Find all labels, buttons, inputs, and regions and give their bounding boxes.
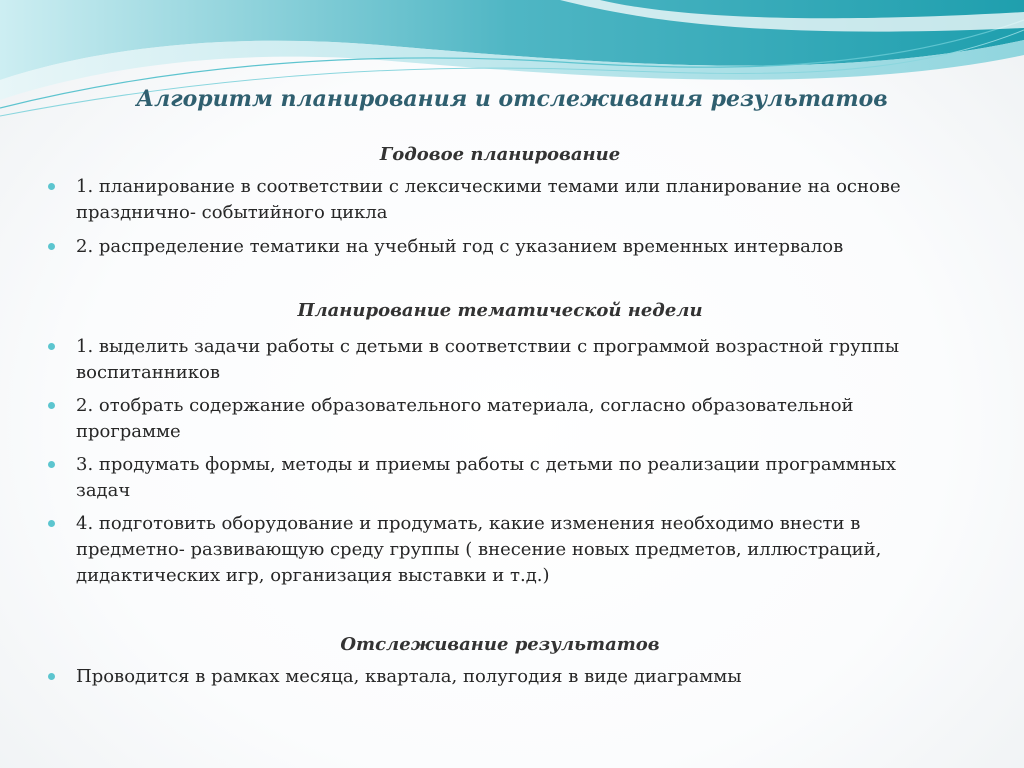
bullet-icon	[48, 673, 55, 680]
bullet-icon	[48, 461, 55, 468]
bullet-icon	[48, 402, 55, 409]
bullet-icon	[48, 343, 55, 350]
section-heading-tracking: Отслеживание результатов	[340, 634, 660, 655]
bullet-icon	[48, 243, 55, 250]
bullet-icon	[48, 520, 55, 527]
list-item: Проводится в рамках месяца, квартала, полугодия в виде диаграммы	[76, 666, 742, 687]
list-item: 2. распределение тематики на учебный год с указанием временных интервалов	[76, 236, 844, 257]
section-heading-annual: Годовое планирование	[379, 144, 621, 165]
slide-title: Алгоритм планирования и отслеживания результатов	[136, 86, 888, 112]
section-heading-weekly: Планирование тематической недели	[297, 300, 703, 321]
bullet-icon	[48, 183, 55, 190]
list-item: 1. планирование в соответствии с лексическими темами или планирование на основе празднично- событийного цикла	[76, 176, 901, 223]
list-item: 1. выделить задачи работы с детьми в соответствии с программой возрастной группы воспитанников	[76, 336, 900, 383]
list-item: 2. отобрать содержание образовательного материала, согласно образовательной программе	[76, 395, 854, 442]
list-item: 4. подготовить оборудование и продумать, какие изменения необходимо внести в предметно- развивающую среду группы ( внесение новых предметов, иллюстраций, дидактических игр, организация выставки и т.д.)	[76, 513, 882, 586]
list-item: 3. продумать формы, методы и приемы работы с детьми по реализации программных задач	[76, 454, 897, 501]
